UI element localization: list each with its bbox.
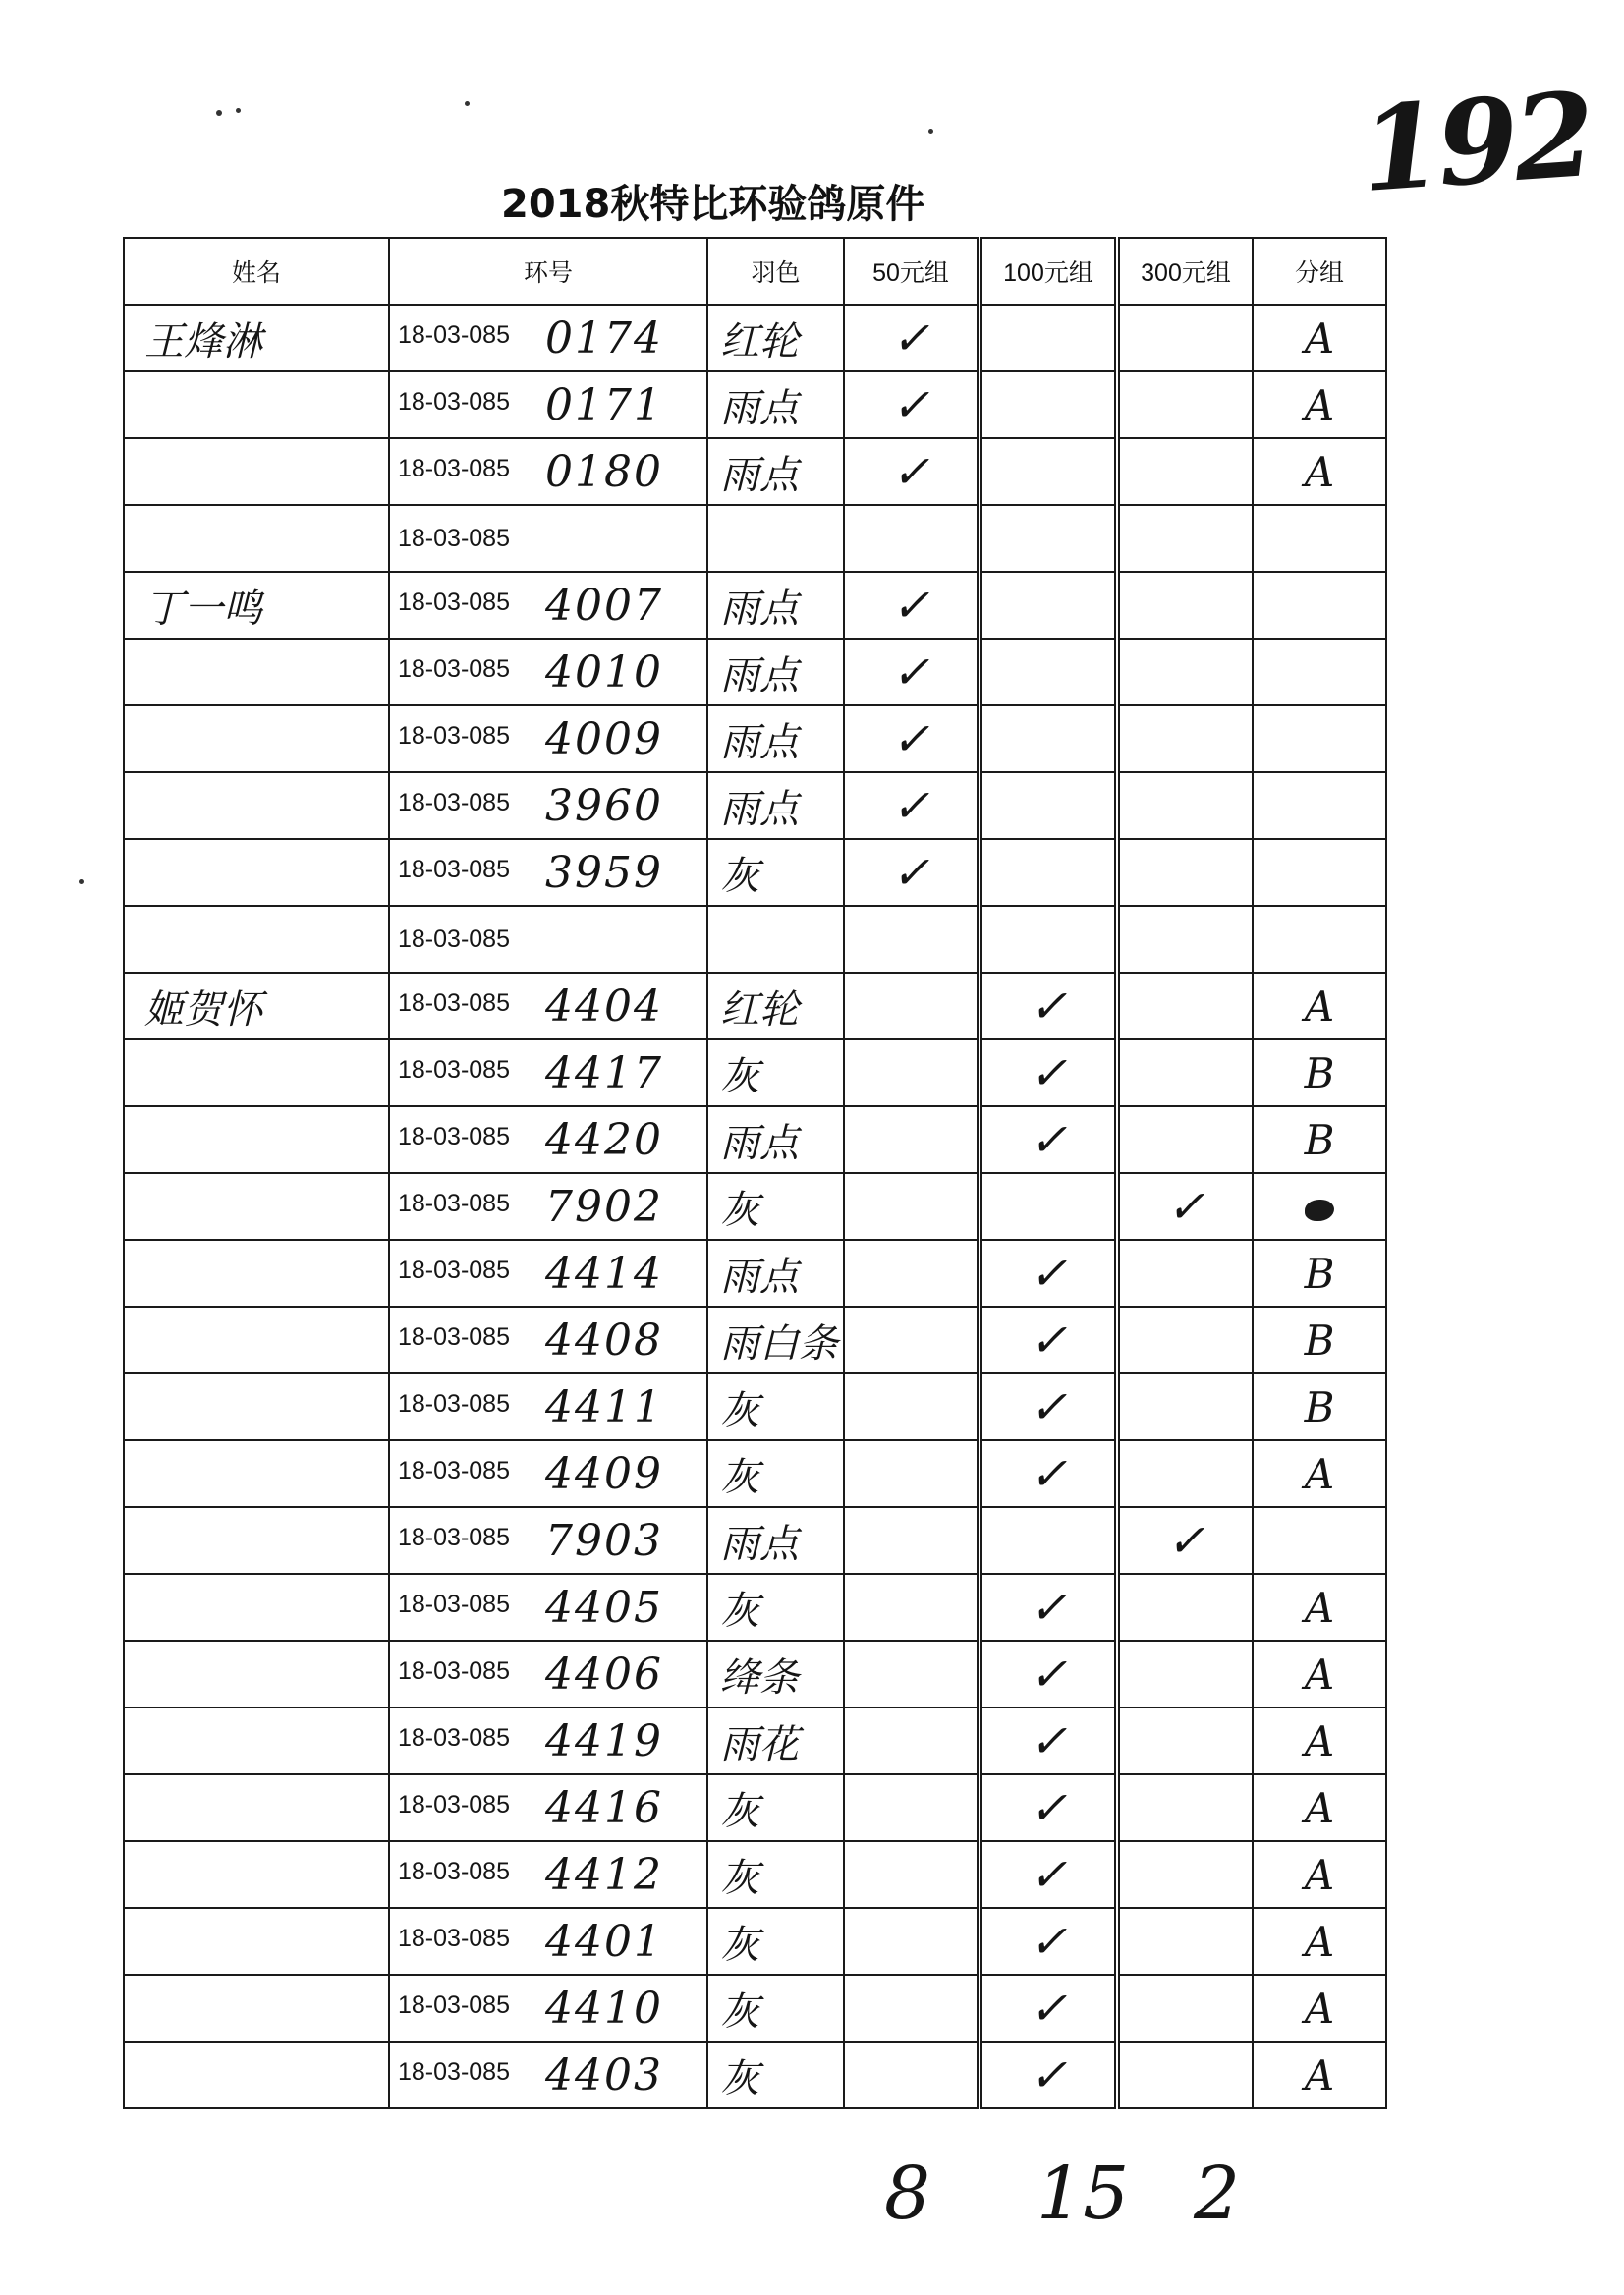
ring-prefix: 18-03-085 [398,2057,510,2086]
group-cell: B [1253,1240,1386,1307]
feather-color-cell: 灰 [707,1774,844,1841]
check-50-cell [844,973,980,1039]
check-100-cell: ✓ [980,1841,1117,1908]
feather-color-cell: 雨白条 [707,1307,844,1373]
ring-prefix: 18-03-085 [398,1256,510,1284]
feather-color-cell: 雨点 [707,1507,844,1574]
table-row [124,1774,1386,1841]
feather-color-cell: 雨点 [707,438,844,505]
check-50-cell [844,1841,980,1908]
ring-number-cell [389,1373,707,1440]
ring-number-cell [389,772,707,839]
group-cell: A [1253,438,1386,505]
owner-name-cell [124,1641,389,1707]
table-row [124,839,1386,906]
group-cell: A [1253,2042,1386,2108]
ring-prefix: 18-03-085 [398,1857,510,1885]
scan-speck [465,101,470,106]
group-cell: A [1253,1574,1386,1641]
ring-prefix: 18-03-085 [398,1055,510,1084]
owner-name-cell [124,1908,389,1975]
owner-name-cell [124,639,389,705]
ring-prefix: 18-03-085 [398,1122,510,1150]
check-300-cell [1117,1373,1253,1440]
check-300-cell [1117,906,1253,973]
group-cell: A [1253,305,1386,371]
ring-prefix: 18-03-085 [398,855,510,883]
table-row [124,1307,1386,1373]
check-50-cell: ✓ [844,772,980,839]
check-300-cell [1117,1975,1253,2042]
group-cell [1253,639,1386,705]
check-100-cell: ✓ [980,1373,1117,1440]
feather-color-cell: 红轮 [707,973,844,1039]
feather-color-cell: 灰 [707,2042,844,2108]
check-300-cell [1117,1641,1253,1707]
ring-prefix: 18-03-085 [398,387,510,416]
ring-number-cell [389,839,707,906]
feather-color-cell: 红轮 [707,305,844,371]
ring-number-cell [389,1307,707,1373]
group-cell: A [1253,973,1386,1039]
group-cell: B [1253,1106,1386,1173]
feather-color-cell: 灰 [707,1039,844,1106]
check-50-cell: ✓ [844,705,980,772]
check-100-cell: ✓ [980,1574,1117,1641]
ring-number-cell [389,705,707,772]
ring-number-cell [389,1841,707,1908]
check-50-cell [844,1373,980,1440]
check-300-cell [1117,1307,1253,1373]
feather-color-cell: 灰 [707,1841,844,1908]
check-100-cell [980,906,1117,973]
scan-speck [79,879,84,884]
page-number: 192 [1356,65,1596,219]
table-row [124,1173,1386,1240]
table-body [124,305,1386,2108]
group-cell [1253,772,1386,839]
document-title: 2018秋特比环验鸽原件 [501,182,925,227]
check-300-cell [1117,305,1253,371]
check-100-cell [980,371,1117,438]
owner-name-cell [124,1707,389,1774]
table-row [124,1641,1386,1707]
header-ring: 环号 [389,238,707,305]
ring-prefix: 18-03-085 [398,988,510,1017]
owner-name-cell [124,1440,389,1507]
table-row [124,371,1386,438]
owner-name-cell [124,1975,389,2042]
ring-suffix: 4404 [545,980,663,1032]
ring-prefix: 18-03-085 [398,654,510,683]
ring-prefix: 18-03-085 [398,588,510,616]
check-300-cell: ✓ [1117,1507,1253,1574]
check-50-cell [844,1440,980,1507]
table-row [124,906,1386,973]
ring-prefix: 18-03-085 [398,524,510,552]
check-100-cell: ✓ [980,1707,1117,1774]
ring-suffix: 4403 [545,2049,663,2100]
check-100-cell: ✓ [980,1106,1117,1173]
owner-name-cell [124,2042,389,2108]
check-100-cell: ✓ [980,1774,1117,1841]
table-row [124,505,1386,572]
table-row [124,438,1386,505]
check-300-cell [1117,705,1253,772]
check-100-cell: ✓ [980,1307,1117,1373]
table-row [124,1574,1386,1641]
owner-name-cell [124,906,389,973]
check-100-cell: ✓ [980,1440,1117,1507]
ring-prefix: 18-03-085 [398,1456,510,1484]
check-100-cell [980,505,1117,572]
ring-prefix: 18-03-085 [398,1389,510,1418]
feather-color-cell: 雨点 [707,1106,844,1173]
check-50-cell [844,1240,980,1307]
group-cell: B [1253,1307,1386,1373]
check-300-cell [1117,2042,1253,2108]
table-row [124,639,1386,705]
ring-suffix: 4416 [545,1782,663,1833]
check-300-cell [1117,1574,1253,1641]
ring-number-cell [389,639,707,705]
ring-suffix: 3959 [545,847,663,898]
check-50-cell: ✓ [844,639,980,705]
ring-prefix: 18-03-085 [398,1990,510,2019]
check-300-cell [1117,639,1253,705]
ring-number-cell [389,438,707,505]
ring-number-cell [389,2042,707,2108]
group-cell [1253,705,1386,772]
ring-suffix: 4406 [545,1649,663,1700]
owner-name-cell [124,1507,389,1574]
check-300-cell [1117,1908,1253,1975]
feather-color-cell: 绛条 [707,1641,844,1707]
check-50-cell: ✓ [844,572,980,639]
table-row [124,572,1386,639]
owner-name-cell [124,1574,389,1641]
check-50-cell [844,1307,980,1373]
ring-prefix: 18-03-085 [398,721,510,750]
ring-number-cell [389,906,707,973]
scan-speck [928,129,933,134]
ring-suffix: 4010 [545,646,663,698]
check-50-cell [844,1975,980,2042]
group-cell [1253,572,1386,639]
check-100-cell [980,572,1117,639]
feather-color-cell [707,906,844,973]
check-50-cell [844,1106,980,1173]
ring-suffix: 4420 [545,1114,663,1165]
ring-prefix: 18-03-085 [398,320,510,349]
check-300-cell [1117,1240,1253,1307]
ring-number-cell [389,1707,707,1774]
check-300-cell [1117,505,1253,572]
ring-number-cell [389,1908,707,1975]
ring-prefix: 18-03-085 [398,1924,510,1952]
ring-suffix: 0171 [545,379,663,430]
ring-suffix: 4405 [545,1582,663,1633]
ring-number-cell [389,572,707,639]
check-300-cell [1117,1774,1253,1841]
check-50-cell: ✓ [844,839,980,906]
table-row [124,1975,1386,2042]
check-100-cell: ✓ [980,973,1117,1039]
check-300-cell: ✓ [1117,1173,1253,1240]
feather-color-cell: 灰 [707,1373,844,1440]
header-group: 分组 [1253,238,1386,305]
feather-color-cell [707,505,844,572]
ring-suffix: 4409 [545,1448,663,1499]
owner-name-cell [124,772,389,839]
ring-number-cell [389,1106,707,1173]
check-50-cell [844,1908,980,1975]
check-300-cell [1117,1440,1253,1507]
owner-name-cell [124,1173,389,1240]
check-100-cell: ✓ [980,1908,1117,1975]
check-50-cell [844,1574,980,1641]
table-row [124,1707,1386,1774]
check-300-cell [1117,1707,1253,1774]
table-row [124,1908,1386,1975]
feather-color-cell: 灰 [707,1574,844,1641]
ring-suffix: 4411 [545,1381,663,1432]
check-50-cell: ✓ [844,438,980,505]
check-300-cell [1117,371,1253,438]
header-row [124,238,1386,305]
group-cell: A [1253,1975,1386,2042]
table-row [124,1106,1386,1173]
ring-number-cell [389,505,707,572]
owner-name-cell [124,1841,389,1908]
ring-suffix: 4007 [545,580,663,631]
check-300-cell [1117,1039,1253,1106]
table-row [124,1841,1386,1908]
owner-name-cell [124,1106,389,1173]
ring-number-cell [389,1774,707,1841]
ring-number-cell [389,1240,707,1307]
ring-prefix: 18-03-085 [398,1790,510,1819]
check-50-cell: ✓ [844,371,980,438]
ring-suffix: 4410 [545,1983,663,2034]
ring-suffix: 4401 [545,1916,663,1967]
owner-name-cell [124,1373,389,1440]
ring-suffix: 4408 [545,1315,663,1366]
header-50-group: 50元组 [844,238,980,305]
group-cell: B [1253,1373,1386,1440]
owner-name-cell: 姬贺怀 [124,973,389,1039]
check-300-cell [1117,772,1253,839]
table-row [124,1507,1386,1574]
ring-suffix: 4417 [545,1047,663,1098]
check-100-cell: ✓ [980,1039,1117,1106]
ring-number-cell [389,973,707,1039]
check-50-cell [844,1507,980,1574]
table-row [124,1440,1386,1507]
owner-name-cell [124,371,389,438]
ring-suffix: 4414 [545,1248,663,1299]
ring-number-cell [389,1039,707,1106]
ring-prefix: 18-03-085 [398,1723,510,1752]
ring-number-cell [389,1975,707,2042]
total-100-group: 15 [1036,2152,1130,2236]
ring-number-cell [389,1507,707,1574]
ring-prefix: 18-03-085 [398,454,510,482]
check-100-cell [980,839,1117,906]
ring-prefix: 18-03-085 [398,1189,510,1217]
scan-speck [216,110,222,116]
owner-name-cell [124,505,389,572]
owner-name-cell: 王烽淋 [124,305,389,371]
group-cell [1253,906,1386,973]
check-100-cell: ✓ [980,2042,1117,2108]
check-50-cell [844,1641,980,1707]
check-50-cell [844,1039,980,1106]
feather-color-cell: 灰 [707,1908,844,1975]
check-50-cell [844,1173,980,1240]
check-50-cell [844,906,980,973]
ring-suffix: 3960 [545,780,663,831]
total-300-group: 2 [1194,2152,1241,2236]
scan-speck [236,108,241,113]
feather-color-cell: 灰 [707,1440,844,1507]
check-100-cell [980,772,1117,839]
table-row [124,1373,1386,1440]
ring-number-cell [389,1173,707,1240]
ring-suffix: 0180 [545,446,663,497]
ring-suffix: 7903 [545,1515,663,1566]
ring-prefix: 18-03-085 [398,924,510,953]
feather-color-cell: 雨点 [707,371,844,438]
group-cell [1253,1173,1386,1240]
ring-suffix: 4419 [545,1715,663,1766]
check-300-cell [1117,1106,1253,1173]
group-cell: A [1253,1774,1386,1841]
group-cell: A [1253,1707,1386,1774]
feather-color-cell: 雨点 [707,572,844,639]
group-cell: A [1253,1841,1386,1908]
group-cell [1253,505,1386,572]
check-50-cell [844,1774,980,1841]
table-row [124,973,1386,1039]
total-50-group: 8 [884,2152,931,2236]
group-cell: A [1253,1440,1386,1507]
ring-prefix: 18-03-085 [398,1590,510,1618]
owner-name-cell [124,705,389,772]
group-cell [1253,839,1386,906]
header-100-group: 100元组 [980,238,1117,305]
table-row [124,1240,1386,1307]
owner-name-cell [124,1039,389,1106]
feather-color-cell: 灰 [707,1975,844,2042]
group-cell: A [1253,371,1386,438]
owner-name-cell: 丁一鸣 [124,572,389,639]
header-300-group: 300元组 [1117,238,1253,305]
check-300-cell [1117,572,1253,639]
table-row [124,772,1386,839]
ring-number-cell [389,1440,707,1507]
check-100-cell: ✓ [980,1641,1117,1707]
group-cell: B [1253,1039,1386,1106]
ring-prefix: 18-03-085 [398,788,510,816]
check-100-cell: ✓ [980,1240,1117,1307]
check-50-cell [844,1707,980,1774]
check-100-cell [980,438,1117,505]
check-100-cell [980,705,1117,772]
owner-name-cell [124,1774,389,1841]
feather-color-cell: 雨点 [707,705,844,772]
ring-prefix: 18-03-085 [398,1322,510,1351]
feather-color-cell: 灰 [707,839,844,906]
feather-color-cell: 雨花 [707,1707,844,1774]
table-row [124,1039,1386,1106]
check-300-cell [1117,839,1253,906]
check-100-cell [980,305,1117,371]
owner-name-cell [124,438,389,505]
feather-color-cell: 灰 [707,1173,844,1240]
owner-name-cell [124,839,389,906]
owner-name-cell [124,1307,389,1373]
check-50-cell [844,2042,980,2108]
ring-suffix: 4009 [545,713,663,764]
table-row [124,305,1386,371]
ring-prefix: 18-03-085 [398,1523,510,1551]
ring-number-cell [389,371,707,438]
check-300-cell [1117,438,1253,505]
table-row [124,2042,1386,2108]
ring-number-cell [389,305,707,371]
ring-suffix: 4412 [545,1849,663,1900]
registration-table [123,237,1387,2109]
check-100-cell [980,1507,1117,1574]
check-50-cell: ✓ [844,305,980,371]
header-name: 姓名 [124,238,389,305]
ring-prefix: 18-03-085 [398,1656,510,1685]
feather-color-cell: 雨点 [707,639,844,705]
check-100-cell: ✓ [980,1975,1117,2042]
feather-color-cell: 雨点 [707,1240,844,1307]
ink-blot-icon [1305,1200,1334,1221]
header-color: 羽色 [707,238,844,305]
group-cell [1253,1507,1386,1574]
table-row [124,705,1386,772]
check-100-cell [980,639,1117,705]
ring-number-cell [389,1574,707,1641]
ring-suffix: 0174 [545,312,663,364]
check-300-cell [1117,973,1253,1039]
check-100-cell [980,1173,1117,1240]
ring-suffix: 7902 [545,1181,663,1232]
group-cell: A [1253,1641,1386,1707]
owner-name-cell [124,1240,389,1307]
check-300-cell [1117,1841,1253,1908]
feather-color-cell: 雨点 [707,772,844,839]
group-cell: A [1253,1908,1386,1975]
ring-number-cell [389,1641,707,1707]
check-50-cell [844,505,980,572]
